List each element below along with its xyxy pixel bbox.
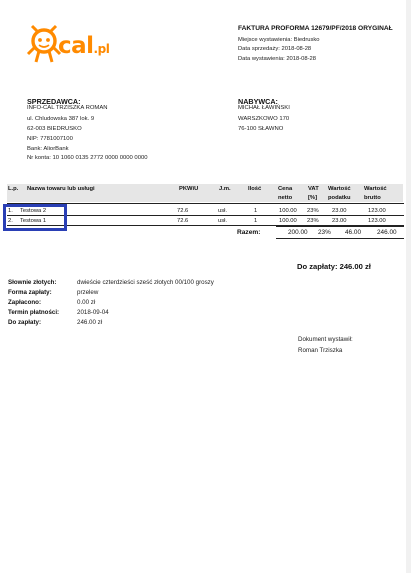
seller-title: SPRZEDAWCA: bbox=[27, 97, 81, 106]
cell-jm: usł. bbox=[218, 208, 228, 214]
page-edge bbox=[406, 0, 411, 573]
issue-date: Data wystawienia: 2018-08-28 bbox=[238, 56, 316, 62]
summary-label: Zapłacono: bbox=[8, 299, 42, 306]
cell-gross: 123.00 bbox=[368, 218, 386, 224]
cell-tax: 23.00 bbox=[332, 218, 347, 224]
seller-line: Nr konta: 10 1060 0135 2772 0000 0000 0000 bbox=[27, 155, 148, 161]
logo-wordmark: cal.pl bbox=[58, 33, 110, 59]
cell-jm: usł. bbox=[218, 218, 228, 224]
col-jm: J.m. bbox=[219, 186, 231, 192]
buyer-title: NABYWCA: bbox=[238, 97, 278, 106]
cell-qty: 1 bbox=[254, 208, 258, 214]
summary-value: przelew bbox=[77, 289, 99, 296]
cell-lp: 1. bbox=[8, 208, 13, 214]
summary-value: 246.00 zł bbox=[77, 319, 103, 326]
col-price: netto bbox=[278, 195, 293, 201]
cell-name: Testowa 1 bbox=[20, 218, 47, 224]
place-of-issue: Miejsce wystawienia: Biedrusko bbox=[238, 37, 320, 43]
selection-highlight bbox=[3, 204, 67, 231]
col-vat: VAT bbox=[308, 186, 319, 192]
issued-by-name: Roman Trziszka bbox=[298, 347, 343, 354]
summary-label: Słownie złotych: bbox=[8, 279, 57, 286]
cell-pkwiu: 72.6 bbox=[177, 208, 189, 214]
cell-net: 100.00 bbox=[279, 218, 297, 224]
cell-name: Testowa 2 bbox=[20, 208, 47, 214]
sale-date: Data sprzedaży: 2018-08-28 bbox=[238, 46, 312, 52]
summary-value: dwieście czterdzieści sześć złotych 00/100 groszy bbox=[77, 279, 214, 286]
cell-qty: 1 bbox=[254, 218, 258, 224]
total-gross: 246.00 bbox=[377, 229, 397, 236]
cell-vat: 23% bbox=[307, 218, 319, 224]
document-title: FAKTURA PROFORMA 12679/PF/2018 ORYGINAŁ bbox=[238, 25, 393, 32]
col-tax: podatku bbox=[328, 195, 351, 201]
summary-value: 0.00 zł bbox=[77, 299, 96, 306]
totals-label: Razem: bbox=[237, 229, 261, 236]
total-vat: 23% bbox=[318, 229, 331, 236]
seller-line: INFO-CAL TRZISZKA ROMAN bbox=[27, 105, 108, 111]
col-gross: brutto bbox=[364, 195, 381, 201]
table-header bbox=[7, 184, 403, 202]
summary-label: Forma zapłaty: bbox=[8, 289, 52, 296]
cell-tax: 23.00 bbox=[332, 208, 347, 214]
summary-label: Do zapłaty: bbox=[8, 319, 42, 326]
total-tax: 46.00 bbox=[345, 229, 361, 236]
cell-gross: 123.00 bbox=[368, 208, 386, 214]
buyer-line: MICHAŁ ŁAWIŃSKI bbox=[238, 105, 290, 111]
col-gross: Wartość bbox=[364, 186, 387, 192]
cell-net: 100.00 bbox=[279, 208, 297, 214]
amount-due: Do zapłaty: 246.00 zł bbox=[297, 262, 371, 271]
col-pkwiu: PKWiU bbox=[179, 186, 199, 192]
issued-by-label: Dokument wystawił: bbox=[298, 336, 353, 343]
cell-lp: 2. bbox=[8, 218, 13, 224]
col-name: Nazwa towaru lub usługi bbox=[27, 186, 95, 192]
col-vat: [%] bbox=[308, 195, 318, 201]
col-lp: L.p. bbox=[8, 186, 19, 192]
col-qty: Ilość bbox=[248, 186, 262, 192]
cell-vat: 23% bbox=[307, 208, 319, 214]
cell-pkwiu: 72.6 bbox=[177, 218, 189, 224]
col-tax: Wartość bbox=[328, 186, 351, 192]
summary-value: 2018-09-04 bbox=[77, 309, 109, 316]
buyer-line: WARSZKOWO 170 bbox=[238, 116, 290, 122]
seller-line: ul. Chludowska 387 lok. 9 bbox=[27, 116, 95, 122]
totals-row bbox=[276, 226, 404, 239]
buyer-line: 76-100 SŁAWNO bbox=[238, 126, 284, 132]
seller-line: NIP: 7781007100 bbox=[27, 136, 73, 142]
col-price: Cena bbox=[278, 186, 293, 192]
seller-line: Bank: AliorBank bbox=[27, 146, 69, 152]
total-net: 200.00 bbox=[288, 229, 308, 236]
summary-label: Termin płatności: bbox=[8, 309, 60, 316]
seller-line: 62-003 BIEDRUSKO bbox=[27, 126, 82, 132]
